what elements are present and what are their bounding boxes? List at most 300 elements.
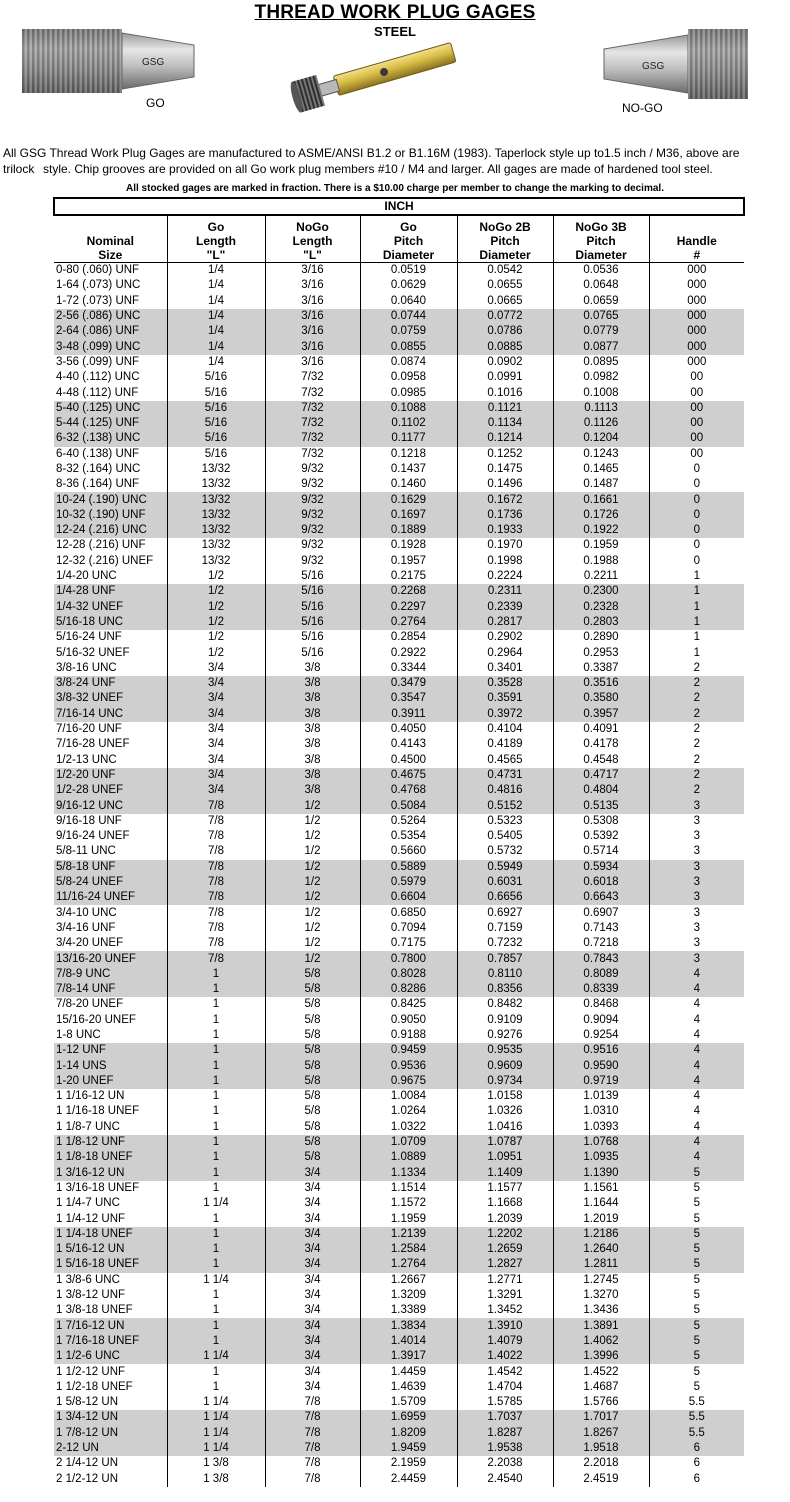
cell-nogo-length: 1/2 [265, 951, 360, 966]
cell-nogo-3b-pd: 0.6907 [553, 905, 649, 920]
cell-handle: 4 [649, 1028, 744, 1043]
table-row [54, 1318, 744, 1333]
cell-nogo-length: 3/4 [265, 1318, 360, 1333]
cell-handle: 5 [649, 1349, 744, 1364]
cell-go-length: 1/2 [167, 645, 265, 660]
cell-nogo-2b-pd: 0.8482 [457, 997, 553, 1012]
cell-go-pd: 1.0084 [360, 1089, 457, 1104]
cell-nominal-size: 1 1/4-7 UNC [56, 1197, 120, 1210]
cell-go-pd: 0.5084 [360, 798, 457, 813]
table-row [54, 1120, 744, 1135]
cell-go-length: 7/8 [167, 890, 265, 905]
cell-go-length: 1 1/4 [167, 1273, 265, 1288]
cell-nogo-3b-pd: 0.1922 [553, 523, 649, 538]
cell-nogo-3b-pd: 2.4519 [553, 1471, 649, 1486]
cell-nogo-3b-pd: 0.4548 [553, 753, 649, 768]
cell-nogo-length: 1/2 [265, 829, 360, 844]
cell-go-pd: 0.2268 [360, 584, 457, 599]
cell-nominal-size: 3/8-24 UNF [54, 676, 167, 691]
intro-paragraph [3, 145, 790, 176]
cell-nogo-3b-pd: 1.4687 [553, 1380, 649, 1395]
cell-nogo-2b-pd: 1.0326 [457, 1104, 553, 1119]
cell-nogo-3b-pd: 1.2186 [553, 1227, 649, 1242]
table-row [54, 278, 744, 293]
cell-handle: 3 [649, 875, 744, 890]
cell-nogo-3b-pd: 0.7218 [553, 936, 649, 951]
cell-nominal-size: 1 5/8-12 UN [56, 1396, 119, 1409]
table-row [54, 385, 744, 400]
cell-handle: 5 [649, 1380, 744, 1395]
cell-go-pd: 0.7094 [360, 921, 457, 936]
cell-nominal-size: 1 1/2-6 UNC [54, 1349, 167, 1364]
cell-go-pd: 0.0629 [360, 278, 457, 293]
cell-nogo-2b-pd: 1.0158 [457, 1089, 553, 1104]
cell-nogo-3b-pd: 0.5392 [553, 829, 649, 844]
cell-go-pd: 0.9536 [360, 1058, 457, 1073]
cell-go-length: 1 [167, 1150, 265, 1165]
cell-nominal-size: 1 1/4-12 UNF [56, 1212, 126, 1225]
cell-go-pd: 1.2584 [360, 1242, 457, 1257]
table-row [54, 997, 744, 1012]
table-row [54, 492, 744, 507]
table-row [54, 921, 744, 936]
cell-nogo-3b-pd: 1.3996 [553, 1349, 649, 1364]
marking-notice: All stocked gages are marked in fraction. There is a $10.00 charge per member to change the marking to decimal. [126, 183, 664, 194]
cell-go-pd: 0.8286 [360, 982, 457, 997]
cell-handle: 0 [649, 508, 744, 523]
cell-go-length: 1 [167, 1058, 265, 1073]
cell-nogo-3b-pd: 1.2811 [553, 1257, 649, 1272]
intro-line-2 [3, 161, 713, 177]
cell-nogo-2b-pd: 0.8356 [457, 982, 553, 997]
cell-nogo-length: 5/8 [265, 1028, 360, 1043]
cell-nogo-3b-pd: 1.1644 [553, 1196, 649, 1211]
cell-nogo-3b-pd: 0.2211 [553, 569, 649, 584]
cell-nogo-length: 9/32 [265, 508, 360, 523]
cell-go-pd: 0.3911 [360, 707, 457, 722]
cell-handle: 0 [649, 492, 744, 507]
cell-nominal-size: 5-44 (.125) UNF [54, 416, 167, 431]
cell-nogo-length: 3/16 [265, 309, 360, 324]
cell-go-pd: 1.2667 [360, 1273, 457, 1288]
table-row [54, 370, 744, 385]
header-nominal-size [54, 215, 167, 263]
cell-handle: 4 [649, 1120, 744, 1135]
cell-handle: 2 [649, 661, 744, 676]
cell-go-pd: 0.1177 [360, 431, 457, 446]
header-row [54, 215, 744, 263]
table-row [54, 1104, 744, 1119]
cell-nogo-3b-pd: 0.9590 [553, 1058, 649, 1073]
cell-go-length: 1 1/4 [167, 1196, 265, 1211]
go-gage-image [22, 27, 202, 97]
table-row [54, 584, 744, 599]
cell-nogo-length: 5/8 [265, 1120, 360, 1135]
cell-nogo-length: 3/4 [265, 1211, 360, 1226]
cell-nogo-length: 3/16 [265, 278, 360, 293]
cell-nominal-size: 1 1/8-18 UNEF [54, 1150, 167, 1165]
cell-nogo-length: 3/8 [265, 753, 360, 768]
intro-line-2-text: style. Chip grooves are provided on all Go work plug members #10 / M4 and larger. All gages are made of hardened tool steel. [43, 162, 713, 176]
table-row [54, 707, 744, 722]
cell-nogo-length: 7/32 [265, 431, 360, 446]
cell-go-length: 7/8 [167, 798, 265, 813]
cell-nogo-2b-pd: 0.6927 [457, 905, 553, 920]
cell-go-length: 1/2 [167, 569, 265, 584]
cell-go-pd: 0.4500 [360, 753, 457, 768]
cell-nogo-length: 7/8 [265, 1426, 360, 1441]
cell-nogo-length: 1/2 [265, 890, 360, 905]
cell-go-pd: 2.4459 [360, 1471, 457, 1486]
cell-nogo-length: 3/8 [265, 783, 360, 798]
cell-nominal-size: 4-40 (.112) UNC [56, 371, 140, 384]
cell-go-length: 1 [167, 1028, 265, 1043]
cell-handle: 0 [649, 538, 744, 553]
cell-nogo-2b-pd: 0.8110 [457, 967, 553, 982]
cell-handle: 3 [649, 829, 744, 844]
go-gage-engraving: GSG [142, 57, 165, 68]
table-row [54, 890, 744, 905]
table-row [54, 1074, 744, 1089]
cell-handle: 000 [649, 324, 744, 339]
cell-go-pd: 0.3547 [360, 691, 457, 706]
cell-go-pd: 0.2922 [360, 645, 457, 660]
intro-trilock: trilock [3, 162, 35, 176]
cell-go-pd: 0.9675 [360, 1074, 457, 1089]
cell-nominal-size: 15/16-20 UNEF [56, 1013, 136, 1026]
cell-go-length: 13/32 [167, 492, 265, 507]
cell-go-length: 3/4 [167, 737, 265, 752]
cell-go-length: 5/16 [167, 385, 265, 400]
cell-nogo-2b-pd: 1.2202 [457, 1227, 553, 1242]
cell-go-length: 5/16 [167, 401, 265, 416]
cell-nogo-3b-pd: 0.2300 [553, 584, 649, 599]
table-row [54, 309, 744, 324]
cell-nominal-size: 1-72 (.073) UNF [56, 294, 140, 307]
cell-nogo-length: 7/8 [265, 1395, 360, 1410]
cell-nogo-length: 5/8 [265, 967, 360, 982]
cell-nogo-3b-pd: 0.7843 [553, 951, 649, 966]
cell-nogo-3b-pd: 0.5135 [553, 798, 649, 813]
header-line: NoGo [296, 220, 329, 234]
table-row [54, 538, 744, 553]
cell-nogo-length: 3/16 [265, 263, 360, 279]
cell-nominal-size: 9/16-18 UNF [56, 814, 122, 827]
cell-nogo-2b-pd: 0.2339 [457, 600, 553, 615]
cell-nominal-size: 1/2-13 UNC [56, 753, 117, 766]
cell-go-pd: 0.1889 [360, 523, 457, 538]
header-line: Size [98, 248, 123, 262]
cell-handle: 3 [649, 921, 744, 936]
cell-nominal-size: 12-24 (.216) UNC [54, 523, 167, 538]
cell-nogo-2b-pd: 0.0772 [457, 309, 553, 324]
cell-go-pd: 0.0874 [360, 355, 457, 370]
cell-nogo-3b-pd: 0.1126 [553, 416, 649, 431]
cell-go-pd: 0.7175 [360, 936, 457, 951]
table-row [54, 615, 744, 630]
cell-go-length: 1 [167, 1288, 265, 1303]
cell-nominal-size: 1-64 (.073) UNC [56, 279, 141, 292]
cell-nogo-3b-pd: 0.3580 [553, 691, 649, 706]
cell-go-pd: 0.0855 [360, 339, 457, 354]
cell-nogo-2b-pd: 1.2659 [457, 1242, 553, 1257]
cell-go-length: 1 [167, 1257, 265, 1272]
cell-nogo-length: 1/2 [265, 905, 360, 920]
cell-go-pd: 0.7800 [360, 951, 457, 966]
cell-handle: 0 [649, 462, 744, 477]
table-row [54, 645, 744, 660]
header-line: Pitch [586, 234, 616, 248]
cell-handle: 2 [649, 707, 744, 722]
table-row [54, 1410, 744, 1425]
cell-nogo-3b-pd: 1.4522 [553, 1364, 649, 1379]
cell-go-pd: 0.0985 [360, 385, 457, 400]
cell-nogo-length: 5/16 [265, 584, 360, 599]
cell-nogo-2b-pd: 1.3452 [457, 1303, 553, 1318]
cell-nominal-size: 9/16-24 UNEF [56, 830, 130, 843]
cell-nominal-size: 1 5/16-18 UNEF [54, 1257, 167, 1272]
cell-nogo-2b-pd: 1.4704 [457, 1380, 553, 1395]
cell-go-length: 1 1/4 [167, 1395, 265, 1410]
cell-handle: 00 [649, 447, 744, 462]
cell-nogo-2b-pd: 0.0665 [457, 294, 553, 309]
cell-handle: 4 [649, 1104, 744, 1119]
cell-nogo-3b-pd: 0.0765 [553, 309, 649, 324]
table-row [54, 982, 744, 997]
cell-go-length: 1/4 [167, 309, 265, 324]
table-row [54, 1456, 744, 1471]
cell-nogo-3b-pd: 0.1661 [553, 492, 649, 507]
cell-nogo-length: 3/4 [265, 1227, 360, 1242]
cell-nogo-3b-pd: 0.3516 [553, 676, 649, 691]
cell-nogo-length: 3/4 [265, 1196, 360, 1211]
cell-nogo-3b-pd: 1.0768 [553, 1135, 649, 1150]
cell-nogo-length: 5/8 [265, 1043, 360, 1058]
cell-nogo-3b-pd: 0.0877 [553, 339, 649, 354]
cell-handle: 4 [649, 1058, 744, 1073]
header-line: Length [196, 234, 236, 248]
cell-handle: 1 [649, 630, 744, 645]
cell-nogo-2b-pd: 0.0786 [457, 324, 553, 339]
cell-nogo-length: 3/8 [265, 768, 360, 783]
cell-nominal-size: 3-56 (.099) UNF [56, 355, 140, 368]
table-row [54, 844, 744, 859]
cell-nominal-size: 7/16-14 UNC [54, 707, 167, 722]
cell-go-length: 7/8 [167, 951, 265, 966]
table-row [54, 1273, 744, 1288]
cell-go-pd: 0.4050 [360, 722, 457, 737]
cell-nogo-2b-pd: 0.3591 [457, 691, 553, 706]
cell-go-pd: 0.1928 [360, 538, 457, 553]
cell-nogo-2b-pd: 0.0885 [457, 339, 553, 354]
cell-nogo-length: 3/4 [265, 1349, 360, 1364]
cell-nogo-length: 3/4 [265, 1303, 360, 1318]
header-line: Diameter [479, 248, 531, 262]
cell-nogo-3b-pd: 1.4062 [553, 1334, 649, 1349]
cell-nogo-3b-pd: 1.9518 [553, 1441, 649, 1456]
table-row [54, 1196, 744, 1211]
cell-nogo-2b-pd: 0.9535 [457, 1043, 553, 1058]
cell-nogo-3b-pd: 0.8089 [553, 967, 649, 982]
cell-nogo-2b-pd: 0.4731 [457, 768, 553, 783]
table-row [54, 1089, 744, 1104]
cell-go-pd: 0.1957 [360, 554, 457, 569]
cell-nominal-size: 0-80 (.060) UNF [56, 264, 140, 277]
gage-table [53, 197, 745, 1487]
cell-go-pd: 0.9188 [360, 1028, 457, 1043]
cell-nogo-3b-pd: 1.7017 [553, 1410, 649, 1425]
cell-go-pd: 1.0889 [360, 1150, 457, 1165]
cell-nogo-2b-pd: 0.5949 [457, 860, 553, 875]
cell-nominal-size: 1 1/16-18 UNEF [56, 1105, 140, 1118]
cell-nominal-size: 3/4-16 UNF [56, 921, 116, 934]
table-row [54, 1150, 744, 1165]
cell-go-length: 1 [167, 967, 265, 982]
cell-nominal-size: 1 3/4-12 UN [54, 1410, 167, 1425]
cell-go-length: 1/4 [167, 263, 265, 279]
cell-nogo-2b-pd: 0.3972 [457, 707, 553, 722]
cell-go-pd: 0.2175 [360, 569, 457, 584]
cell-nogo-3b-pd: 1.0310 [553, 1104, 649, 1119]
cell-go-length: 1 3/8 [167, 1471, 265, 1486]
cell-handle: 4 [649, 1135, 744, 1150]
cell-nogo-2b-pd: 0.2224 [457, 569, 553, 584]
cell-nogo-2b-pd: 1.0416 [457, 1120, 553, 1135]
cell-nominal-size: 1 3/8-12 UNF [56, 1289, 126, 1302]
cell-handle: 3 [649, 890, 744, 905]
cell-nogo-3b-pd: 1.2640 [553, 1242, 649, 1257]
cell-nominal-size: 13/16-20 UNEF [54, 951, 167, 966]
cell-go-length: 5/16 [167, 416, 265, 431]
table-row [54, 263, 744, 279]
cell-go-length: 7/8 [167, 814, 265, 829]
cell-nominal-size: 12-32 (.216) UNEF [56, 554, 154, 567]
cell-nogo-3b-pd: 0.8468 [553, 997, 649, 1012]
cell-go-pd: 1.3389 [360, 1303, 457, 1318]
cell-nogo-length: 9/32 [265, 523, 360, 538]
cell-nominal-size: 1-8 UNC [56, 1028, 101, 1041]
units-row [54, 198, 744, 215]
cell-nogo-2b-pd: 0.1496 [457, 477, 553, 492]
cell-nogo-length: 3/4 [265, 1273, 360, 1288]
cell-nogo-length: 1/2 [265, 798, 360, 813]
cell-handle: 5 [649, 1227, 744, 1242]
cell-nogo-2b-pd: 1.2771 [457, 1273, 553, 1288]
cell-go-length: 1 3/8 [167, 1456, 265, 1471]
cell-nogo-2b-pd: 0.7232 [457, 936, 553, 951]
cell-nogo-3b-pd: 0.2890 [553, 630, 649, 645]
cell-handle: 3 [649, 936, 744, 951]
cell-handle: 3 [649, 814, 744, 829]
cell-go-pd: 0.4675 [360, 768, 457, 783]
cell-nogo-length: 3/8 [265, 707, 360, 722]
header-line: # [693, 248, 701, 262]
cell-go-length: 13/32 [167, 462, 265, 477]
table-row [54, 447, 744, 462]
cell-nogo-2b-pd: 1.0787 [457, 1135, 553, 1150]
cell-nogo-2b-pd: 0.3528 [457, 676, 553, 691]
cell-nominal-size: 7/8-14 UNF [54, 982, 167, 997]
cell-go-pd: 0.8028 [360, 967, 457, 982]
cell-nogo-3b-pd: 0.1243 [553, 447, 649, 462]
cell-nogo-2b-pd: 0.0542 [457, 263, 553, 279]
table-row [54, 477, 744, 492]
cell-handle: 5.5 [649, 1410, 744, 1425]
table-body [54, 263, 744, 1487]
cell-nominal-size: 2 1/4-12 UN [56, 1457, 119, 1470]
cell-go-pd: 0.1697 [360, 508, 457, 523]
cell-nominal-size: 2-64 (.086) UNF [54, 324, 167, 339]
cell-nominal-size: 5/16-32 UNEF [56, 646, 130, 659]
cell-go-pd: 0.5660 [360, 844, 457, 859]
cell-nogo-3b-pd: 2.2018 [553, 1456, 649, 1471]
cell-go-length: 7/8 [167, 875, 265, 890]
cell-go-length: 1/4 [167, 339, 265, 354]
cell-go-length: 1 [167, 1181, 265, 1196]
cell-go-pd: 0.5264 [360, 814, 457, 829]
cell-nogo-length: 3/4 [265, 1166, 360, 1181]
cell-nogo-length: 7/8 [265, 1410, 360, 1425]
cell-go-pd: 1.0322 [360, 1120, 457, 1135]
cell-nogo-3b-pd: 0.9254 [553, 1028, 649, 1043]
cell-handle: 3 [649, 798, 744, 813]
cell-go-length: 1 [167, 1074, 265, 1089]
header-line: Pitch [393, 234, 424, 248]
cell-nogo-length: 7/32 [265, 447, 360, 462]
cell-nogo-2b-pd: 0.1933 [457, 523, 553, 538]
table-row [54, 905, 744, 920]
header-go-length [167, 215, 265, 263]
table-row [54, 1028, 744, 1043]
cell-go-pd: 2.1959 [360, 1456, 457, 1471]
cell-nogo-length: 7/8 [265, 1471, 360, 1486]
table-row [54, 768, 744, 783]
cell-nogo-3b-pd: 0.4804 [553, 783, 649, 798]
cell-go-length: 1 1/4 [167, 1441, 265, 1456]
cell-go-length: 1 [167, 1318, 265, 1333]
table-row [54, 508, 744, 523]
table-row [54, 339, 744, 354]
cell-go-length: 3/4 [167, 722, 265, 737]
cell-nogo-length: 9/32 [265, 538, 360, 553]
cell-handle: 0 [649, 477, 744, 492]
nogo-gage-image [600, 27, 748, 107]
cell-nogo-2b-pd: 1.5785 [457, 1395, 553, 1410]
cell-nogo-2b-pd: 2.4540 [457, 1471, 553, 1486]
cell-nogo-2b-pd: 0.1672 [457, 492, 553, 507]
cell-go-pd: 0.4768 [360, 783, 457, 798]
cell-nominal-size: 5/16-24 UNF [56, 631, 122, 644]
cell-nogo-2b-pd: 0.1970 [457, 538, 553, 553]
cell-handle: 2 [649, 676, 744, 691]
table-row [54, 951, 744, 966]
cell-nogo-3b-pd: 1.0393 [553, 1120, 649, 1135]
table-row [54, 1058, 744, 1073]
cell-go-length: 5/16 [167, 431, 265, 446]
cell-go-pd: 1.2139 [360, 1227, 457, 1242]
cell-nogo-length: 9/32 [265, 462, 360, 477]
cell-nogo-3b-pd: 0.1726 [553, 508, 649, 523]
cell-go-length: 1 [167, 1166, 265, 1181]
cell-nominal-size: 1 1/8-12 UNF [54, 1135, 167, 1150]
cell-nominal-size: 5/16-18 UNC [54, 615, 167, 630]
table-row [54, 691, 744, 706]
table-row [54, 1334, 744, 1349]
cell-nominal-size: 2-56 (.086) UNC [54, 309, 167, 324]
cell-nominal-size: 8-32 (.164) UNC [56, 463, 141, 475]
cell-go-pd: 0.2764 [360, 615, 457, 630]
cell-handle: 00 [649, 370, 744, 385]
